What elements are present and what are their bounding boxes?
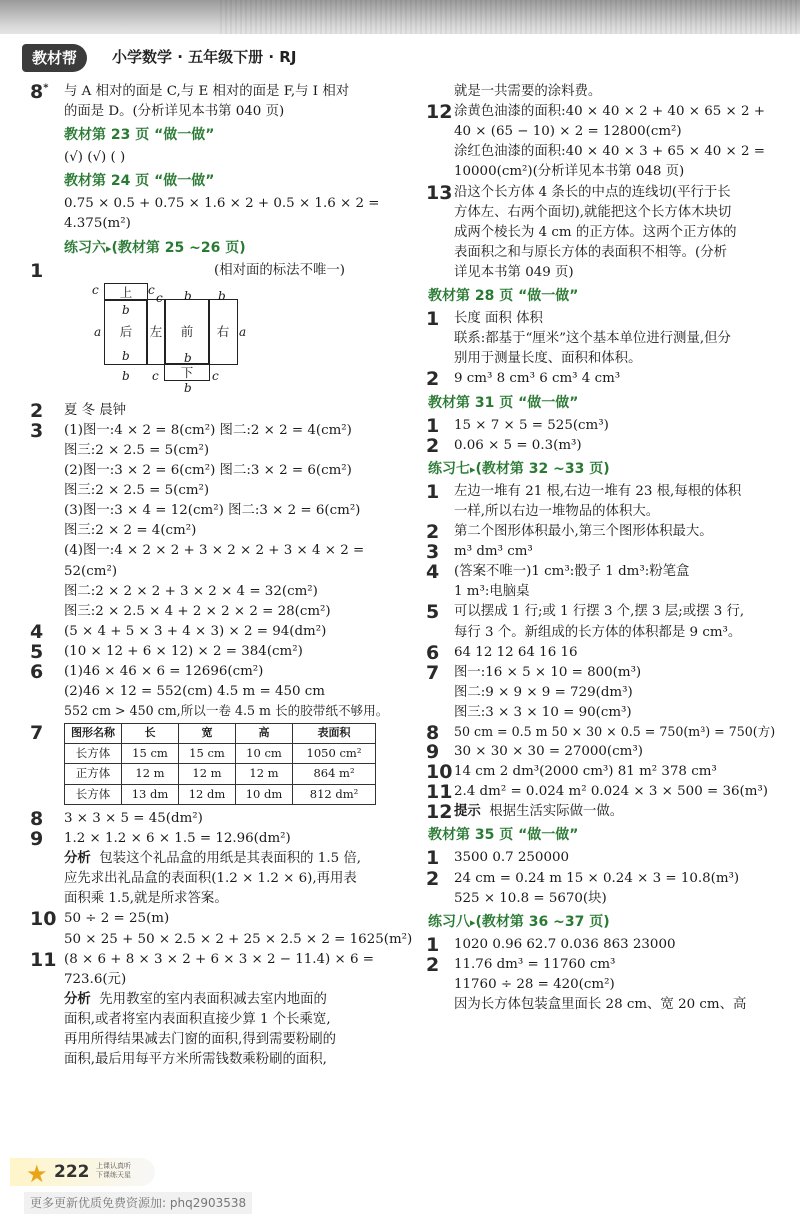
item-number: 2 bbox=[426, 953, 440, 976]
text-line: 30 × 30 × 30 = 27000(cm³) bbox=[454, 743, 643, 759]
item-number: 4 bbox=[426, 561, 440, 584]
column-header: 图形名称 bbox=[65, 724, 122, 744]
text-line: 方体左、右两个面切),就能把这个长方体木块切 bbox=[454, 204, 732, 220]
answer-7 bbox=[428, 663, 774, 723]
item-number: 11 bbox=[426, 781, 453, 804]
item-number: 2 bbox=[30, 399, 44, 422]
edge-label: a bbox=[94, 324, 102, 339]
text-line: (2)46 × 12 = 552(cm) 4.5 m = 450 cm bbox=[64, 684, 325, 700]
text-line: (1)图一:4 × 2 = 8(cm²) 图二:2 × 2 = 4(cm²) bbox=[64, 422, 352, 438]
text-line: 因为长方体包装盒里面长 28 cm、宽 20 cm、高 bbox=[454, 997, 747, 1013]
answer-6 bbox=[30, 661, 419, 721]
table-row bbox=[65, 764, 376, 784]
table-cell: 长方体 bbox=[65, 744, 122, 764]
edge-label: b bbox=[122, 302, 130, 317]
text-line: 图二:9 × 9 × 9 = 729(dm³) bbox=[454, 684, 633, 700]
text-line: 50 × 25 + 50 × 2.5 × 2 + 25 × 2.5 × 2 = 1625(m²) bbox=[64, 931, 413, 947]
text-line: 再用所得结果减去门窗的面积,得到需要粉刷的 bbox=[64, 1032, 337, 1048]
answer-5 bbox=[428, 602, 774, 642]
resource-watermark: 更多更新优质免费资源加: phq2903538 bbox=[24, 1192, 252, 1214]
face-right: 右 bbox=[208, 299, 238, 365]
text-line: 11760 ÷ 28 = 420(cm²) bbox=[454, 976, 615, 992]
edge-label: b bbox=[122, 348, 130, 363]
item-number: 3 bbox=[426, 541, 440, 564]
text-line: (3)图一:3 × 4 = 12(cm²) 图二:3 × 2 = 6(cm²) bbox=[64, 503, 361, 519]
text-line: 50 ÷ 2 = 25(m) bbox=[64, 911, 170, 927]
text-line: 涂黄色油漆的面积:40 × 40 × 2 + 40 × 65 × 2 + bbox=[454, 104, 765, 120]
answer-1 bbox=[428, 482, 774, 522]
answer-2 bbox=[428, 955, 774, 1015]
face-left: 左 bbox=[146, 299, 166, 365]
item-number: 7 bbox=[426, 661, 440, 684]
text-line: 图三:2 × 2.5 × 4 + 2 × 2 × 2 = 28(cm²) bbox=[64, 603, 331, 619]
text-line: 15 × 7 × 5 = 525(cm³) bbox=[454, 417, 609, 433]
table-cell: 12 m bbox=[122, 764, 179, 784]
text-line: 11.76 dm³ = 11760 cm³ bbox=[454, 956, 616, 972]
answer-10 bbox=[30, 908, 419, 949]
answer-13-cut bbox=[428, 183, 774, 284]
cuboid-net-diagram bbox=[92, 283, 272, 395]
edge-label: c bbox=[152, 368, 159, 383]
table-cell: 长方体 bbox=[65, 784, 122, 804]
answer-5 bbox=[30, 640, 419, 663]
table-cell: 12 m bbox=[179, 764, 236, 784]
analysis-tag: 分析 bbox=[64, 851, 91, 867]
face-bottom: 下 bbox=[164, 363, 210, 381]
text-line: 别用于测量长度、面积和体积。 bbox=[454, 351, 642, 367]
table-cell: 15 cm bbox=[179, 744, 236, 764]
text-line: (4)图一:4 × 2 × 2 + 3 × 2 × 2 + 3 × 4 × 2 = 52(cm²) bbox=[64, 543, 365, 579]
edge-label: c bbox=[212, 368, 219, 383]
text-line: 图一:16 × 5 × 10 = 800(m³) bbox=[454, 664, 642, 680]
text-line: 的面是 D。(分析详见本书第 040 页) bbox=[64, 104, 285, 120]
answer-4 bbox=[428, 562, 774, 602]
answer-1 bbox=[428, 848, 774, 868]
table-cell: 15 cm bbox=[122, 744, 179, 764]
text-line: (5 × 4 + 5 × 3 + 4 × 3) × 2 = 94(dm²) bbox=[64, 623, 327, 639]
text-line: 左边一堆有 21 根,右边一堆有 23 根,每根的体积 bbox=[454, 483, 742, 499]
table-cell: 正方体 bbox=[65, 764, 122, 784]
text-line: 图三:3 × 3 × 10 = 90(cm³) bbox=[454, 704, 632, 720]
item-number: 6 bbox=[426, 641, 440, 664]
text-line: 1020 0.96 62.7 0.036 863 23000 bbox=[454, 936, 676, 952]
column-header: 长 bbox=[122, 724, 179, 744]
text-line: (√) (√) ( ) bbox=[64, 150, 126, 166]
text-line: (10 × 12 + 6 × 12) × 2 = 384(cm²) bbox=[64, 643, 303, 659]
right-column bbox=[428, 82, 774, 1015]
text-line: (2)图一:3 × 2 = 6(cm²) 图二:3 × 2 = 6(cm²) bbox=[64, 462, 352, 478]
star-icon: ★ bbox=[26, 1160, 48, 1188]
text-line: 1 m³:电脑桌 bbox=[454, 584, 530, 600]
text-line: 面积,最后用每平方米所需钱数乘粉刷的面积, bbox=[64, 1052, 327, 1068]
edge-label: b bbox=[184, 350, 192, 365]
brand-tab: 教材帮 bbox=[22, 44, 87, 72]
item-number: 2 bbox=[426, 520, 440, 543]
text-line: 2.4 dm² = 0.024 m² 0.024 × 3 × 500 = 36(m³) bbox=[454, 784, 768, 800]
item-number: 8 bbox=[30, 807, 44, 830]
text-line: 24 cm = 0.24 m 15 × 0.24 × 3 = 10.8(m³) bbox=[454, 870, 740, 886]
hint-tag: 提示 bbox=[454, 804, 481, 820]
text-line: 图三:2 × 2.5 = 5(cm²) bbox=[64, 483, 210, 499]
text-line: 成两个棱长为 4 cm 的正方体。这两个正方体的 bbox=[454, 224, 737, 240]
item-number: 13 bbox=[426, 181, 453, 204]
column-header: 表面积 bbox=[293, 724, 376, 744]
table-cell: 10 dm bbox=[236, 784, 293, 804]
text-line: 包装这个礼品盒的用纸是其表面积的 1.5 倍, bbox=[99, 851, 362, 867]
text-line: (8 × 6 + 8 × 3 × 2 + 6 × 3 × 2 − 11.4) × 6 = bbox=[64, 951, 375, 967]
answer-2 bbox=[30, 399, 419, 422]
item-number: 1 bbox=[426, 308, 440, 331]
text-line: 3 × 3 × 5 = 45(dm²) bbox=[64, 810, 203, 826]
text-line: 长度 面积 体积 bbox=[454, 311, 543, 327]
exercise-7-title: 练习七▸(教材第 32 ~33 页) bbox=[428, 460, 610, 477]
item-number: 10 bbox=[426, 761, 453, 784]
edge-label: b bbox=[184, 380, 192, 395]
answer-8 bbox=[30, 807, 419, 830]
text-line: 面积,或者将室内表面积直接少算 1 个长乘宽, bbox=[64, 1012, 331, 1028]
answer-2 bbox=[428, 436, 774, 456]
item-number: 7 bbox=[30, 722, 44, 745]
answer-2 bbox=[428, 869, 774, 909]
edge-label: c bbox=[156, 290, 163, 305]
item-number: 1 bbox=[426, 414, 440, 437]
answer-8 bbox=[426, 722, 776, 745]
item-number: 1 bbox=[426, 480, 440, 503]
text-line: 一样,所以右边一堆物品的体积大。 bbox=[454, 503, 660, 519]
answer-9 bbox=[428, 742, 774, 762]
item-number: 1 bbox=[426, 933, 440, 956]
answer-10 bbox=[428, 762, 774, 782]
answer-11 bbox=[30, 948, 419, 1071]
text-line: 14 cm 2 dm³(2000 cm³) 81 m² 378 cm³ bbox=[454, 764, 717, 780]
text-line: 图二:2 × 2 × 2 + 3 × 2 × 4 = 32(cm²) bbox=[64, 583, 318, 599]
text-line: 第二个图形体积最小,第三个图形体积最大。 bbox=[454, 523, 713, 539]
answer-1-units bbox=[428, 309, 774, 369]
table-row bbox=[65, 784, 376, 804]
edge-label: b bbox=[184, 288, 192, 303]
text-line: 3500 0.7 250000 bbox=[454, 850, 570, 866]
item-number: 6 bbox=[30, 661, 44, 684]
text-line: 图三:2 × 2.5 = 5(cm²) bbox=[64, 442, 210, 458]
answer-2 bbox=[428, 522, 774, 542]
item-number: 9 bbox=[30, 828, 44, 851]
answer-8-faces bbox=[30, 81, 419, 122]
text-line: 表面积之和与原长方体的表面积不相等。(分析 bbox=[454, 244, 728, 260]
text-line: 联系:都基于“厘米”这个基本单位进行测量,但分 bbox=[454, 331, 731, 347]
text-line: 与 A 相对的面是 C,与 E 相对的面是 F,与 I 相对 bbox=[64, 84, 350, 99]
text-line: (相对面的标法不唯一) bbox=[214, 262, 345, 278]
edge-label: c bbox=[92, 282, 99, 297]
text-line: 涂红色油漆的面积:40 × 40 × 3 + 65 × 40 × 2 = bbox=[454, 144, 765, 160]
text-line: 详见本书第 049 页) bbox=[454, 264, 574, 280]
table-cell: 10 cm bbox=[236, 744, 293, 764]
table-cell: 12 dm bbox=[179, 784, 236, 804]
text-line: 9 cm³ 8 cm³ 6 cm³ 4 cm³ bbox=[454, 371, 621, 387]
text-line: 就是一共需要的涂料费。 bbox=[454, 84, 602, 99]
answer-12 bbox=[428, 802, 774, 822]
section-title-p31: 教材第 31 页 “做一做” bbox=[428, 394, 579, 411]
table-cell: 812 dm² bbox=[293, 784, 376, 804]
section-title-p24: 教材第 24 页 “做一做” bbox=[64, 173, 215, 190]
answer-12-paint bbox=[428, 102, 774, 182]
text-line: 0.06 × 5 = 0.3(m³) bbox=[454, 437, 582, 453]
table-cell: 864 m² bbox=[293, 764, 376, 784]
item-number: 12 bbox=[426, 801, 453, 824]
page-number: 222 bbox=[54, 1162, 90, 1182]
answer-3 bbox=[30, 419, 419, 622]
text-line: 40 × (65 − 10) × 2 = 12800(cm²) bbox=[454, 124, 682, 140]
item-number: 2 bbox=[426, 434, 440, 457]
analysis-line bbox=[64, 849, 419, 869]
table-header-row bbox=[65, 724, 376, 744]
page-number-badge bbox=[26, 1160, 146, 1186]
text-line: 50 cm = 0.5 m 50 × 30 × 0.5 = 750(m³) = 750(方) bbox=[454, 724, 776, 740]
item-number: 5 bbox=[30, 640, 44, 663]
text-line: 64 12 12 64 16 16 bbox=[454, 644, 578, 660]
text-line: (1)46 × 46 × 6 = 12696(cm²) bbox=[64, 664, 264, 680]
text-line: 应先求出礼品盒的表面积(1.2 × 1.2 × 6),再用表 bbox=[64, 871, 357, 887]
item-number: 2 bbox=[426, 368, 440, 391]
item-number: 4 bbox=[30, 620, 44, 643]
section-title-p23: 教材第 23 页 “做一做” bbox=[64, 127, 215, 144]
text-line: 夏 冬 晨钟 bbox=[64, 402, 127, 418]
face-back: 后 bbox=[104, 299, 148, 365]
item-number: 8 bbox=[426, 722, 440, 745]
edge-label: b bbox=[122, 368, 130, 383]
item-number: 12 bbox=[426, 101, 453, 124]
answer-3 bbox=[428, 542, 774, 562]
table-row bbox=[65, 744, 376, 764]
answer-2-volumes bbox=[428, 369, 774, 389]
item-number: 10 bbox=[30, 908, 57, 931]
text-line: 面积乘 1.5,就是所求答案。 bbox=[64, 891, 228, 907]
column-header: 宽 bbox=[179, 724, 236, 744]
analysis-tag: 分析 bbox=[64, 991, 91, 1007]
text-line: m³ dm³ cm³ bbox=[454, 544, 533, 560]
text-line: 525 × 10.8 = 5670(块) bbox=[454, 890, 607, 906]
table-cell: 1050 cm² bbox=[293, 744, 376, 764]
text-line: 10000(cm²)(分析详见本书第 048 页) bbox=[454, 164, 685, 180]
item-number: 1 bbox=[426, 847, 440, 870]
text-line: 沿这个长方体 4 条长的中点的连线切(平行于长 bbox=[454, 184, 731, 200]
table-cell: 12 m bbox=[236, 764, 293, 784]
exercise-6-title: 练习六▸(教材第 25 ~26 页) bbox=[64, 239, 246, 256]
answer-9 bbox=[30, 828, 419, 909]
text-line: 图三:2 × 2 = 4(cm²) bbox=[64, 523, 197, 539]
text-line: 552 cm > 450 cm,所以一卷 4.5 m 长的胶带纸不够用。 bbox=[64, 703, 389, 719]
edge-label: a bbox=[239, 324, 247, 339]
answer-7-table bbox=[30, 722, 419, 805]
text-line: 0.75 × 0.5 + 0.75 × 1.6 × 2 + 0.5 × 1.6 × 2 = 4.375(m²) bbox=[64, 196, 380, 232]
surface-area-table bbox=[64, 723, 376, 805]
analysis-line bbox=[64, 990, 419, 1010]
text-line: 723.6(元) bbox=[64, 971, 127, 987]
section-title-p28: 教材第 28 页 “做一做” bbox=[428, 288, 579, 305]
answer-6 bbox=[428, 643, 774, 663]
text-line: 根据生活实际做一做。 bbox=[489, 804, 624, 820]
answer-4 bbox=[30, 620, 419, 643]
item-number: 3 bbox=[30, 419, 44, 442]
section-title-p35: 教材第 35 页 “做一做” bbox=[428, 827, 579, 844]
page-header bbox=[0, 0, 800, 74]
edge-label: c bbox=[148, 282, 155, 297]
column-header: 高 bbox=[236, 724, 293, 744]
item-number: 9 bbox=[426, 740, 440, 763]
answer-1 bbox=[428, 416, 774, 436]
edge-label: b bbox=[218, 288, 226, 303]
answer-11 bbox=[428, 782, 774, 802]
hint-line bbox=[454, 802, 774, 822]
item-number: 11 bbox=[30, 948, 57, 971]
face-front: 前 bbox=[164, 299, 210, 365]
text-line: (答案不唯一)1 cm³:骰子 1 dm³:粉笔盒 bbox=[454, 564, 690, 580]
text-line: 1.2 × 1.2 × 6 × 1.5 = 12.96(dm²) bbox=[64, 831, 291, 847]
left-column bbox=[30, 81, 419, 1070]
table-cell: 13 dm bbox=[122, 784, 179, 804]
text-line: 先用教室的室内表面积减去室内地面的 bbox=[99, 991, 327, 1007]
text-line: 每行 3 个。新组成的长方体的体积都是 9 cm³。 bbox=[454, 624, 742, 640]
exercise-8-title: 练习八▸(教材第 36 ~37 页) bbox=[428, 913, 610, 930]
answer-1-net bbox=[30, 259, 419, 395]
answer-1 bbox=[428, 935, 774, 955]
text-line: 可以摆成 1 行;或 1 行摆 3 个,摆 3 层;或摆 3 行, bbox=[454, 604, 745, 620]
item-number: 5 bbox=[426, 601, 440, 624]
item-number: 1 bbox=[30, 259, 44, 282]
item-number: 2 bbox=[426, 867, 440, 890]
book-title: 小学数学 · 五年级下册 · RJ bbox=[112, 48, 297, 66]
face-top: 上 bbox=[104, 283, 148, 301]
item-number: 8* bbox=[30, 81, 49, 103]
page-slogan: 上课认真听 下课练天星 bbox=[96, 1162, 131, 1179]
